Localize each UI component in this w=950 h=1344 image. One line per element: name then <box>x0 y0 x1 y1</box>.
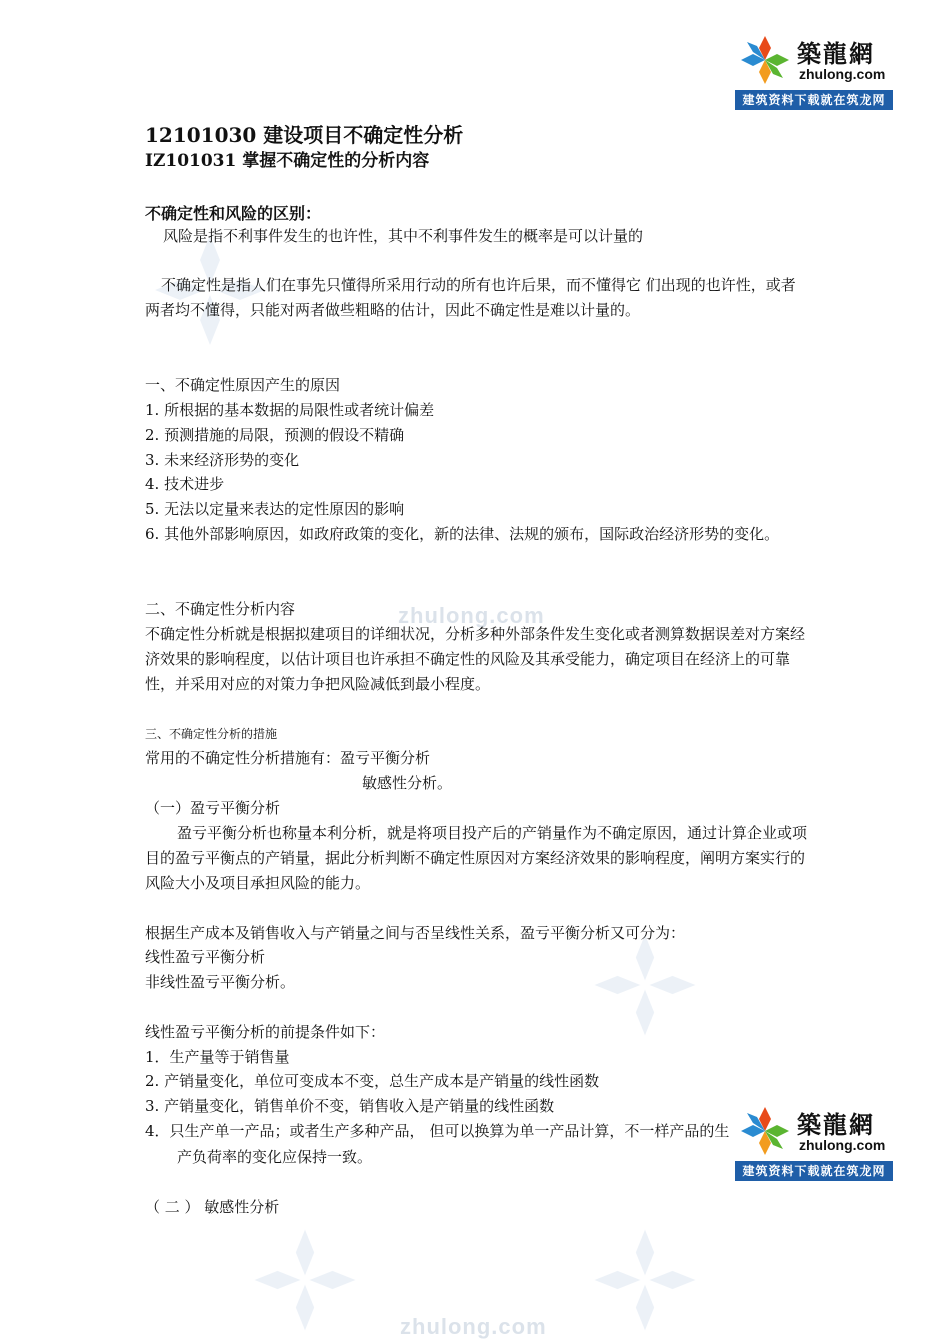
section-heading: 一、不确定性原因产生的原因 <box>145 376 341 394</box>
list-item: 产负荷率的变化应保持一致。 <box>177 1148 373 1166</box>
paragraph: 线性盈亏平衡分析的前提条件如下： <box>145 1023 386 1041</box>
paragraph: 根据生产成本及销售收入与产销量之间与否呈线性关系，盈亏平衡分析又可分为： <box>145 924 686 942</box>
list-item: 2. 产销量变化，单位可变成本不变，总生产成本是产销量的线性函数 <box>145 1072 600 1090</box>
logo-brand: 築龍網 <box>797 1110 875 1139</box>
zhulong-logo <box>735 30 893 110</box>
list-item: 5. 无法以定量来表达的定性原因的影响 <box>145 500 405 518</box>
paragraph: 敏感性分析。 <box>362 774 453 792</box>
watermark-text: zhulong.com <box>398 603 545 628</box>
list-item: 1．生产量等于销售量 <box>145 1048 290 1066</box>
snowflake-logo-icon <box>737 1105 793 1157</box>
subsection-heading: （一）盈亏平衡分析 <box>145 799 281 817</box>
paragraph: 常用的不确定性分析措施有：盈亏平衡分析 <box>145 749 431 767</box>
subsection-heading: （ 二 ） 敏感性分析 <box>145 1198 280 1216</box>
paragraph: 盈亏平衡分析也称量本利分析，就是将项目投产后的产销量作为不确定原因，通过计算企业或项目的盈亏平衡点的产销量，据此分析判断不确定性原因对方案经济效果的影响程度，阐明方案实行的风险大小及项目承担风险的能力。 <box>145 824 808 892</box>
doc-title: 12101030 建设项目不确定性分析 <box>145 123 464 147</box>
list-item: 3. 未来经济形势的变化 <box>145 451 300 469</box>
paragraph: 不确定性分析就是根据拟建项目的详细状况，分析多种外部条件发生变化或者测算数据误差对方案经济效果的影响程度，以估计项目也许承担不确定性的风险及其承受能力，确定项目在经济上的可靠性，并采用对应的对策力争把风险减低到最小程度。 <box>145 625 806 693</box>
zhulong-logo <box>735 1101 893 1181</box>
logo-slogan: 建筑资料下载就在筑龙网 <box>735 90 893 110</box>
list-item: 4．只生产单一产品；或者生产多种产品， 但可以换算为单一产品计算，不一样产品的生 <box>145 1122 730 1140</box>
list-item: 2. 预测措施的局限，预测的假设不精确 <box>145 426 405 444</box>
list-item: 非线性盈亏平衡分析。 <box>145 973 296 991</box>
section-heading: 不确定性和风险的区别： <box>145 204 322 223</box>
logo-domain: zhulong.com <box>799 66 886 82</box>
section-heading: 三、不确定性分析的措施 <box>145 727 278 741</box>
paragraph: 不确定性是指人们在事先只懂得所采用行动的所有也许后果，而不懂得它 们出现的也许性，或者两者均不懂得，只能对两者做些粗略的估计，因此不确定性是难以计量的。 <box>145 276 796 319</box>
list-item: 线性盈亏平衡分析 <box>145 948 266 966</box>
snowflake-watermark-icon <box>590 930 700 1040</box>
section-heading: 二、不确定性分析内容 <box>145 600 296 618</box>
logo-domain: zhulong.com <box>799 1137 886 1153</box>
list-item: 3. 产销量变化，销售单价不变，销售收入是产销量的线性函数 <box>145 1097 555 1115</box>
snowflake-logo-icon <box>737 34 793 86</box>
list-item: 4. 技术进步 <box>145 475 225 493</box>
snowflake-watermark-icon <box>250 1225 360 1335</box>
watermark-text: zhulong.com <box>400 1314 547 1339</box>
logo-slogan: 建筑资料下载就在筑龙网 <box>735 1161 893 1181</box>
logo-brand: 築龍網 <box>797 39 875 68</box>
doc-subtitle: IZ101031 掌握不确定性的分析内容 <box>145 151 430 171</box>
snowflake-watermark-icon <box>590 1225 700 1335</box>
paragraph: 风险是指不利事件发生的也许性，其中不利事件发生的概率是可以计量的 <box>163 227 644 245</box>
list-item: 1. 所根据的基本数据的局限性或者统计偏差 <box>145 401 435 419</box>
list-item: 6. 其他外部影响原因，如政府政策的变化，新的法律、法规的颁布，国际政治经济形势的变化。 <box>145 525 780 543</box>
